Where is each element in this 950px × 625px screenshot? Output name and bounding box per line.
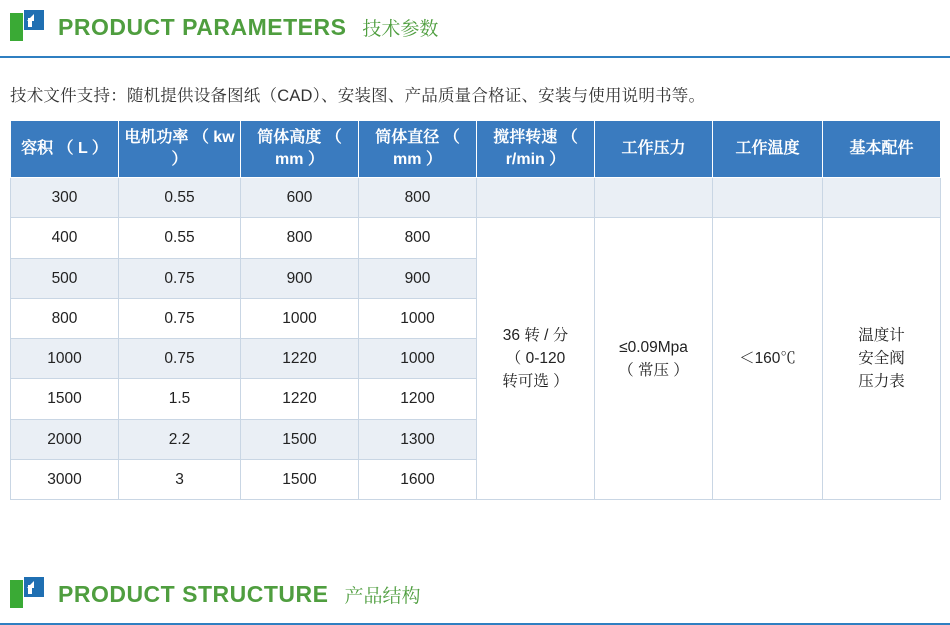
cell-diameter: 1000 (359, 339, 477, 379)
company-logo-icon (10, 577, 44, 611)
cell-diameter: 800 (359, 218, 477, 258)
header-stirring-speed-line1: 搅拌转速 (493, 129, 558, 146)
cell-working-temperature-merged (713, 218, 823, 500)
header-volume-line2: （ L ） (57, 140, 108, 158)
header-cylinder-height (241, 121, 359, 178)
cell-height: 800 (241, 218, 359, 258)
header-basic-accessories-line1: 基本配件 (849, 140, 914, 158)
cell-pressure-spacer (595, 178, 713, 218)
header-working-temperature-line1: 工作温度 (735, 140, 800, 158)
header-motor-power (119, 121, 241, 178)
header-working-pressure (595, 121, 713, 178)
header-volume (11, 121, 119, 178)
speed-line1: 36 转 / 分 (502, 326, 569, 344)
cell-diameter: 1300 (359, 419, 477, 459)
cell-stirring-speed-merged (477, 218, 595, 500)
cell-height: 1220 (241, 379, 359, 419)
cell-height: 1220 (241, 339, 359, 379)
cell-volume: 800 (11, 298, 119, 338)
cell-height: 1000 (241, 298, 359, 338)
accessories-line2: 安全阀 (858, 350, 905, 368)
pressure-line1: ≤0.09Mpa (619, 338, 688, 356)
header-working-pressure-line1: 工作压力 (621, 140, 686, 158)
cell-volume: 2000 (11, 419, 119, 459)
cell-volume: 400 (11, 218, 119, 258)
table-header-row (11, 121, 941, 178)
cell-diameter: 800 (359, 178, 477, 218)
header-motor-power-line2: （ kw ） (171, 129, 235, 169)
section-title-en: PRODUCT PARAMETERS (58, 13, 347, 40)
cell-power: 0.55 (119, 178, 241, 218)
cell-power: 3 (119, 459, 241, 499)
speed-line2: （ 0-120 (505, 350, 566, 368)
header-motor-power-line1: 电机功率 (124, 129, 189, 146)
product-structure-section (0, 567, 950, 625)
section-title-cn: 产品结构 (344, 585, 421, 607)
cell-power: 2.2 (119, 419, 241, 459)
cell-basic-accessories-merged (823, 218, 941, 500)
header-volume-line1: 容积 (21, 140, 54, 158)
header-stirring-speed (477, 121, 595, 178)
cell-height: 1500 (241, 419, 359, 459)
cell-diameter: 1600 (359, 459, 477, 499)
header-cylinder-diameter-line2: （ mm ） (393, 129, 460, 169)
pressure-line2: （ 常压 ） (618, 361, 689, 379)
cell-diameter: 1000 (359, 298, 477, 338)
cell-power: 0.75 (119, 258, 241, 298)
parameters-table (10, 120, 941, 500)
accessories-line3: 压力表 (858, 373, 905, 391)
cell-power: 0.75 (119, 339, 241, 379)
cell-volume: 1500 (11, 379, 119, 419)
accessories-line1: 温度计 (858, 326, 905, 344)
header-cylinder-height-line1: 筒体高度 (257, 129, 322, 146)
header-cylinder-diameter-line1: 筒体直径 (375, 129, 440, 146)
cell-volume: 1000 (11, 339, 119, 379)
cell-height: 600 (241, 178, 359, 218)
section-title-cn: 技术参数 (362, 18, 439, 40)
technical-document-note: 技术文件支持：随机提供设备图纸（CAD）、安装图、产品质量合格证、安装与使用说明书等。 (10, 87, 706, 105)
cell-height: 900 (241, 258, 359, 298)
header-stirring-speed-line2: （ r/min ） (505, 129, 578, 169)
table-row (11, 218, 941, 258)
header-cylinder-height-line2: （ mm ） (275, 129, 342, 169)
company-logo-icon (10, 10, 44, 44)
cell-volume: 3000 (11, 459, 119, 499)
section-title-en: PRODUCT STRUCTURE (58, 580, 329, 607)
parameters-table-wrapper (0, 120, 950, 500)
cell-power: 0.75 (119, 298, 241, 338)
cell-height: 1500 (241, 459, 359, 499)
cell-power: 1.5 (119, 379, 241, 419)
section-header-structure (0, 567, 950, 621)
cell-power: 0.55 (119, 218, 241, 258)
cell-accessories-spacer (823, 178, 941, 218)
header-working-temperature (713, 121, 823, 178)
cell-diameter: 1200 (359, 379, 477, 419)
cell-volume: 500 (11, 258, 119, 298)
header-cylinder-diameter (359, 121, 477, 178)
cell-volume: 300 (11, 178, 119, 218)
header-basic-accessories (823, 121, 941, 178)
cell-diameter: 900 (359, 258, 477, 298)
temperature-line1: ＜160℃ (739, 350, 796, 368)
cell-working-pressure-merged (595, 218, 713, 500)
cell-speed-spacer (477, 178, 595, 218)
cell-temperature-spacer (713, 178, 823, 218)
table-row (11, 178, 941, 218)
speed-line3: 转可选 ） (502, 373, 569, 391)
section-header-parameters (0, 0, 950, 54)
